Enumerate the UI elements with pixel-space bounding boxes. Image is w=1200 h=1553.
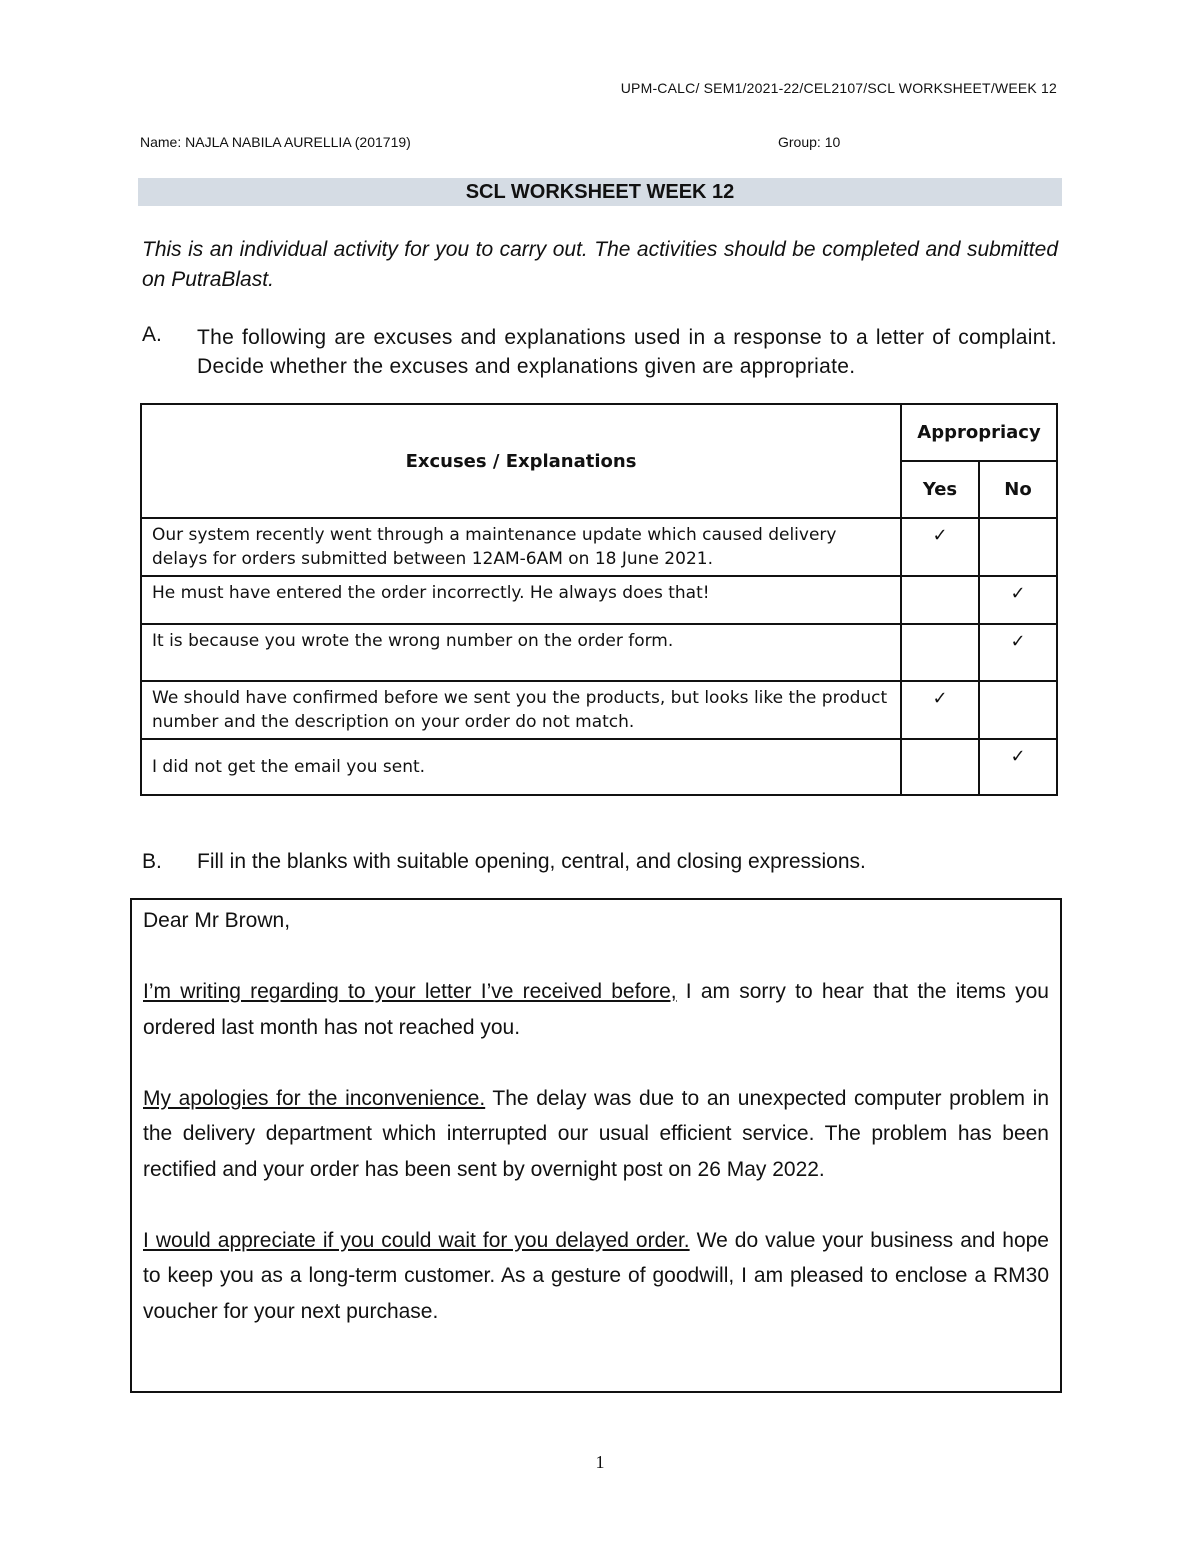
group-number: Group: 10: [778, 134, 841, 150]
worksheet-title: SCL WORKSHEET WEEK 12: [138, 178, 1062, 206]
table-row: [141, 518, 1057, 576]
yes-check-mark: ✓: [901, 518, 979, 576]
section-a-instructions: The following are excuses and explanations used in a response to a letter of complaint. Decide whether the excuses and explanations given are appropriate.: [197, 326, 1057, 378]
no-check-mark: [979, 681, 1057, 739]
student-name: Name: NAJLA NABILA AURELLIA (201719): [140, 134, 411, 150]
letter-body: [143, 903, 1049, 1329]
col-header-excuses: Excuses / Explanations: [141, 404, 901, 518]
section-b-instructions: Fill in the blanks with suitable opening, central, and closing expressions.: [197, 850, 866, 873]
no-check-mark: ✓: [979, 739, 1057, 795]
letter-closing-paragraph: [143, 1223, 1049, 1330]
table-row: [141, 576, 1057, 624]
table-row: [141, 624, 1057, 681]
yes-check-mark: [901, 739, 979, 795]
central-expression: My apologies for the inconvenience.: [143, 1086, 486, 1110]
col-header-no: No: [979, 461, 1057, 518]
page-number: 1: [595, 1452, 605, 1472]
closing-paragraph-text: We do value your business and hope to keep you as a long-term customer. As a gesture of goodwill, I am pleased to enclose a RM30 voucher for your next purchase.: [143, 1228, 1049, 1323]
col-header-appropriacy: Appropriacy: [901, 404, 1057, 461]
col-header-yes: Yes: [901, 461, 979, 518]
letter-salutation: Dear Mr Brown,: [143, 909, 291, 932]
excuse-text: He must have entered the order incorrectly. He always does that!: [141, 576, 901, 624]
letter-central-paragraph: [143, 1081, 1049, 1188]
intro-instructions: This is an individual activity for you to carry out. The activities should be completed and submitted on PutraBlast.: [142, 238, 1058, 291]
table-row: [141, 739, 1057, 795]
table-row: [141, 681, 1057, 739]
opening-expression: I’m writing regarding to your letter I’ve received before,: [143, 980, 677, 1003]
section-a-label: A.: [142, 323, 162, 346]
excuse-text: I did not get the email you sent.: [141, 739, 901, 795]
closing-expression: I would appreciate if you could wait for you delayed order.: [143, 1228, 690, 1252]
no-check-mark: ✓: [979, 576, 1057, 624]
no-check-mark: [979, 518, 1057, 576]
no-check-mark: ✓: [979, 624, 1057, 681]
document-reference: UPM-CALC/ SEM1/2021-22/CEL2107/SCL WORKSHEET/WEEK 12: [620, 80, 1057, 96]
yes-check-mark: [901, 624, 979, 681]
yes-check-mark: ✓: [901, 681, 979, 739]
excuse-text: It is because you wrote the wrong number on the order form.: [141, 624, 901, 681]
excuse-text: Our system recently went through a maintenance update which caused delivery delays for orders submitted between 12AM-6AM on 18 June 2021.: [141, 518, 901, 576]
letter-box: [130, 898, 1062, 1393]
central-paragraph-text: The delay was due to an unexpected computer problem in the delivery department which interrupted our usual efficient service. The problem has been rectified and your order has been sent by overnight post on 26 May 2022.: [143, 1086, 1049, 1181]
letter-opening-paragraph: [143, 974, 1049, 1045]
excuses-table: [140, 403, 1058, 796]
yes-check-mark: [901, 576, 979, 624]
section-b-label: B.: [142, 850, 162, 873]
opening-paragraph-text: I am sorry to hear that the items you ordered last month has not reached you.: [143, 980, 1049, 1039]
excuse-text: We should have confirmed before we sent you the products, but looks like the product number and the description on your order do not match.: [141, 681, 901, 739]
